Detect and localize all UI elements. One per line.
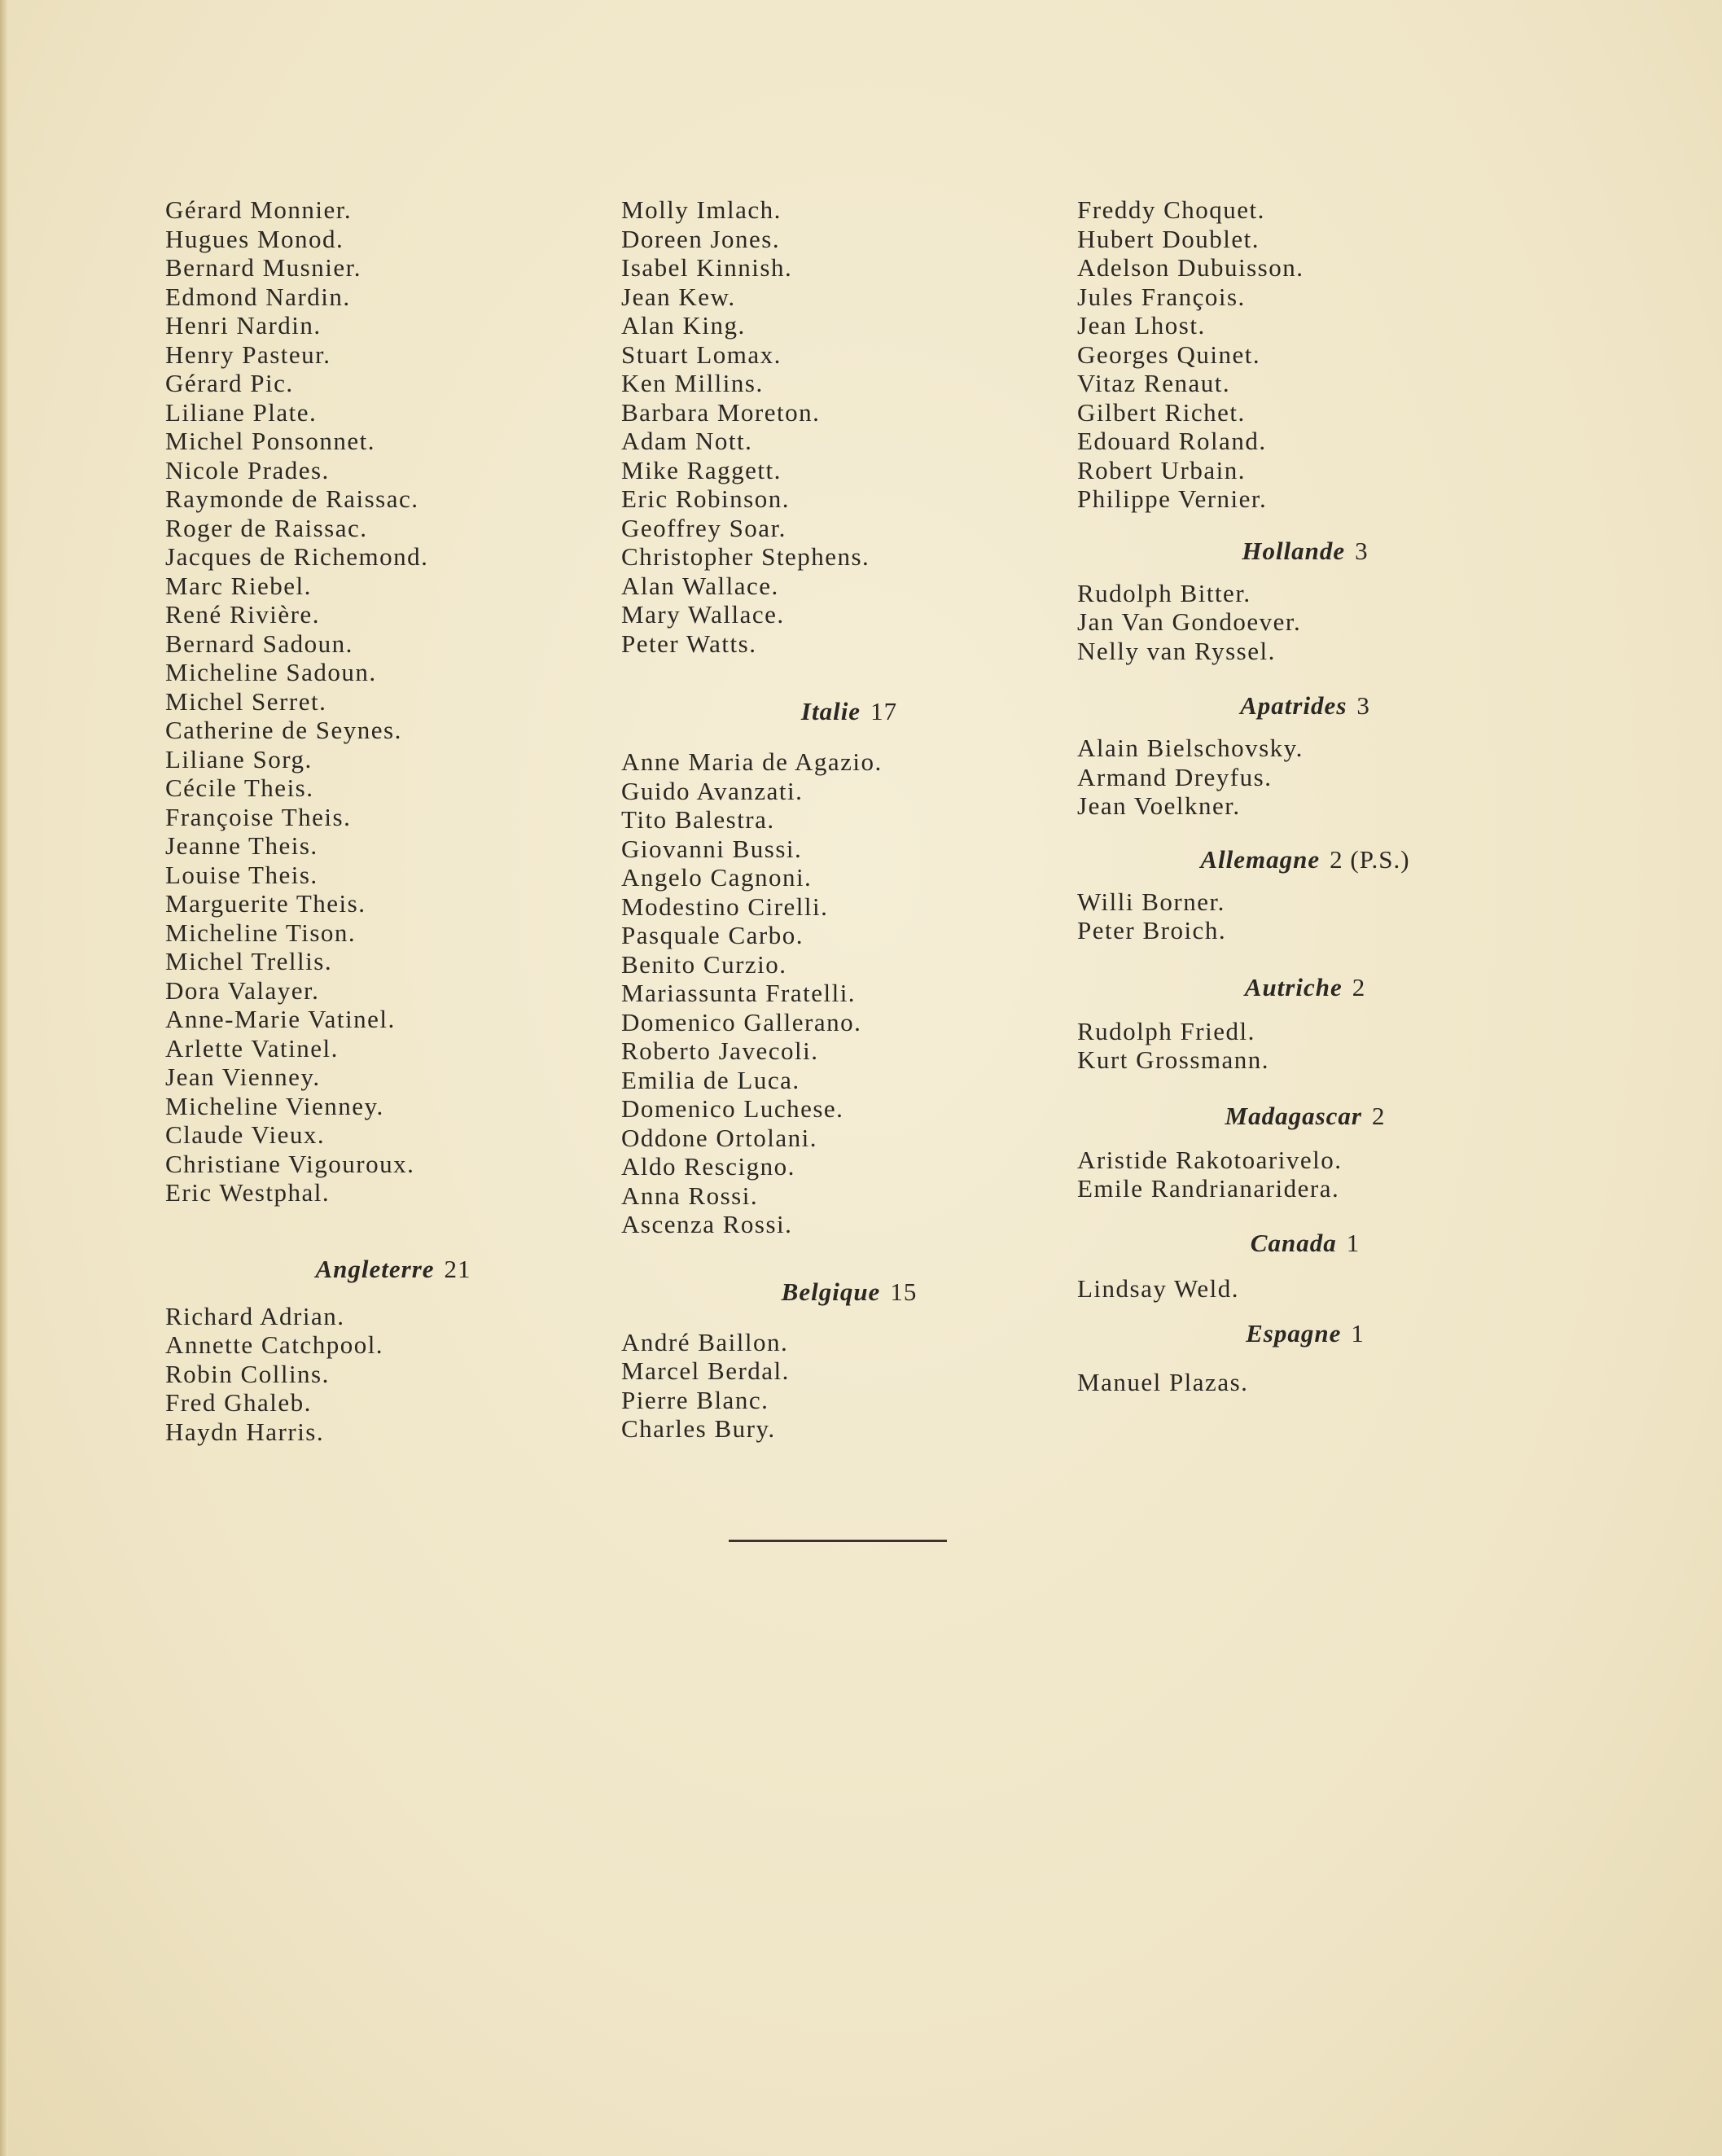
participant-count: 3 — [1355, 536, 1369, 565]
name-entry: Jean Vienney. — [165, 1063, 321, 1091]
country-name: Canada — [1250, 1228, 1337, 1257]
name-entry: Annette Catchpool. — [165, 1330, 384, 1359]
country-heading — [165, 1255, 621, 1284]
country-name: Madagascar — [1225, 1101, 1362, 1130]
country-name: Apatrides — [1240, 691, 1347, 720]
name-entry: Willi Borner. — [1077, 887, 1225, 916]
name-entry: Hugues Monod. — [165, 224, 344, 253]
name-entry: Christiane Vigouroux. — [165, 1149, 415, 1178]
country-name: Autriche — [1244, 972, 1343, 1001]
country-name: Italie — [800, 697, 861, 725]
name-entry: Micheline Vienney. — [165, 1091, 384, 1120]
country-heading — [621, 697, 1077, 726]
name-entry: Adam Nott. — [621, 427, 753, 455]
country-heading — [1077, 973, 1533, 1002]
name-entry: Françoise Theis. — [165, 802, 352, 831]
name-entry: Gilbert Richet. — [1077, 397, 1246, 427]
name-entry: Pasquale Carbo. — [621, 921, 804, 949]
name-entry: Modestino Cirelli. — [621, 892, 829, 921]
country-heading — [1077, 1229, 1533, 1258]
name-entry: Ascenza Rossi. — [621, 1210, 793, 1238]
name-entry: René Rivière. — [165, 600, 320, 629]
name-entry: Liliane Sorg. — [165, 744, 313, 773]
name-entry: Haydn Harris. — [165, 1417, 325, 1446]
name-entry: Freddy Choquet. — [1077, 195, 1265, 224]
page-binding-edge — [0, 0, 8, 2156]
country-name: Belgique — [781, 1277, 881, 1306]
name-entry: Jacques de Richemond. — [165, 542, 429, 571]
name-entry: Marcel Berdal. — [621, 1356, 790, 1385]
country-heading — [621, 1277, 1077, 1307]
name-entry: Edmond Nardin. — [165, 282, 351, 311]
name-entry: Doreen Jones. — [621, 224, 781, 253]
country-name: Allemagne — [1200, 844, 1321, 874]
participant-count: 21 — [444, 1254, 471, 1283]
name-entry: Alan Wallace. — [621, 571, 779, 600]
name-entry: Eric Westphal. — [165, 1178, 331, 1207]
name-entry: Marguerite Theis. — [165, 889, 366, 918]
name-entry: Peter Broich. — [1077, 916, 1227, 944]
participant-count: 2 — [1352, 972, 1366, 1001]
name-entry: Nelly van Ryssel. — [1077, 636, 1276, 665]
name-entry: Eric Robinson. — [621, 484, 790, 513]
participant-count: 15 — [890, 1277, 918, 1306]
country-heading — [1077, 691, 1533, 721]
country-heading — [1077, 1102, 1533, 1131]
country-name: Espagne — [1246, 1319, 1342, 1348]
name-entry: Anne Maria de Agazio. — [621, 747, 883, 776]
name-entry: Domenico Luchese. — [621, 1094, 844, 1123]
name-entry: Jean Voelkner. — [1077, 791, 1241, 820]
name-entry: Georges Quinet. — [1077, 340, 1261, 369]
name-entry: Mariassunta Fratelli. — [621, 979, 857, 1007]
name-entry: Richard Adrian. — [165, 1301, 345, 1330]
name-entry: Micheline Sadoun. — [165, 658, 377, 686]
name-entry: Jeanne Theis. — [165, 831, 318, 860]
name-entry: Liliane Plate. — [165, 397, 318, 427]
name-entry: André Baillon. — [621, 1327, 789, 1356]
participant-count: 17 — [870, 697, 898, 725]
name-entry: Domenico Gallerano. — [621, 1007, 862, 1036]
name-entry: Roger de Raissac. — [165, 513, 368, 542]
column-2 — [621, 195, 1077, 1444]
name-entry: Adelson Dubuisson. — [1077, 253, 1304, 282]
name-entry: Geoffrey Soar. — [621, 513, 787, 542]
name-entry: Guido Avanzati. — [621, 776, 804, 805]
name-entry: Armand Dreyfus. — [1077, 762, 1273, 791]
name-entry: Christopher Stephens. — [621, 542, 870, 571]
country-heading — [1077, 537, 1533, 566]
name-entry: Alain Bielschovsky. — [1077, 734, 1304, 762]
name-entry: Philippe Vernier. — [1077, 484, 1268, 513]
name-entry: Fred Ghaleb. — [165, 1388, 312, 1417]
name-entry: Edouard Roland. — [1077, 427, 1267, 455]
name-entry: Robin Collins. — [165, 1359, 330, 1388]
name-entry: Aristide Rakotoarivelo. — [1077, 1145, 1343, 1174]
name-entry: Jean Lhost. — [1077, 311, 1206, 340]
name-entry: Dora Valayer. — [165, 975, 320, 1005]
name-entry: Isabel Kinnish. — [621, 253, 793, 282]
name-entry: Gérard Pic. — [165, 369, 294, 397]
participant-count: 2 — [1371, 1101, 1386, 1130]
name-entry: Alan King. — [621, 311, 746, 340]
name-entry: Michel Ponsonnet. — [165, 427, 375, 455]
name-entry: Pierre Blanc. — [621, 1385, 769, 1414]
column-1 — [165, 195, 621, 1446]
name-entry: Kurt Grossmann. — [1077, 1045, 1270, 1074]
country-name: Hollande — [1242, 536, 1346, 565]
country-name: Angleterre — [315, 1254, 435, 1283]
name-entry: Marc Riebel. — [165, 571, 312, 600]
name-entry: Micheline Tison. — [165, 918, 357, 947]
name-entry: Manuel Plazas. — [1077, 1368, 1249, 1396]
name-entry: Jean Kew. — [621, 282, 736, 311]
name-entry: Gérard Monnier. — [165, 195, 353, 224]
country-heading — [1077, 845, 1533, 874]
name-entry: Anne-Marie Vatinel. — [165, 1005, 396, 1033]
name-entry: Raymonde de Raissac. — [165, 484, 419, 513]
name-entry: Henry Pasteur. — [165, 340, 331, 369]
country-heading — [1077, 1319, 1533, 1348]
name-entry: Michel Trellis. — [165, 947, 333, 975]
name-entry: Benito Curzio. — [621, 949, 787, 979]
name-entry: Barbara Moreton. — [621, 397, 821, 427]
closing-rule — [729, 1540, 947, 1542]
participant-count: 2 (P.S.) — [1330, 844, 1410, 874]
name-entry: Vitaz Renaut. — [1077, 369, 1231, 397]
name-entry: Ken Millins. — [621, 369, 764, 397]
name-entry: Hubert Doublet. — [1077, 224, 1260, 253]
name-entry: Roberto Javecoli. — [621, 1036, 819, 1065]
name-entry: Mary Wallace. — [621, 600, 785, 629]
participant-count: 3 — [1356, 691, 1370, 720]
name-entry: Rudolph Friedl. — [1077, 1016, 1255, 1045]
name-entry: Henri Nardin. — [165, 311, 322, 340]
name-entry: Claude Vieux. — [165, 1120, 326, 1149]
name-entry: Oddone Ortolani. — [621, 1123, 817, 1152]
name-entry: Stuart Lomax. — [621, 340, 782, 369]
name-entry: Lindsay Weld. — [1077, 1273, 1239, 1303]
name-entry: Louise Theis. — [165, 860, 318, 889]
name-entry: Rudolph Bitter. — [1077, 578, 1251, 607]
name-entry: Cécile Theis. — [165, 773, 314, 802]
name-entry: Robert Urbain. — [1077, 455, 1246, 484]
name-entry: Tito Balestra. — [621, 805, 775, 834]
name-entry: Mike Raggett. — [621, 455, 782, 484]
name-entry: Giovanni Bussi. — [621, 834, 803, 863]
name-entry: Emilia de Luca. — [621, 1065, 800, 1094]
name-entry: Charles Bury. — [621, 1414, 776, 1443]
name-entry: Michel Serret. — [165, 686, 327, 716]
name-entry: Bernard Musnier. — [165, 253, 361, 282]
name-entry: Molly Imlach. — [621, 195, 782, 224]
participant-count: 1 — [1351, 1319, 1365, 1348]
name-entry: Bernard Sadoun. — [165, 629, 353, 658]
name-entry: Angelo Cagnoni. — [621, 863, 813, 892]
participant-count: 1 — [1346, 1228, 1361, 1257]
name-entry: Peter Watts. — [621, 629, 757, 658]
name-entry: Jan Van Gondoever. — [1077, 607, 1302, 636]
name-entry: Catherine de Seynes. — [165, 716, 402, 744]
name-entry: Aldo Rescigno. — [621, 1152, 795, 1181]
name-entry: Anna Rossi. — [621, 1181, 759, 1210]
name-entry: Nicole Prades. — [165, 455, 330, 484]
column-3 — [1077, 195, 1533, 1397]
name-entry: Arlette Vatinel. — [165, 1033, 339, 1063]
name-entry: Jules François. — [1077, 282, 1246, 311]
name-entry: Emile Randrianaridera. — [1077, 1174, 1340, 1203]
